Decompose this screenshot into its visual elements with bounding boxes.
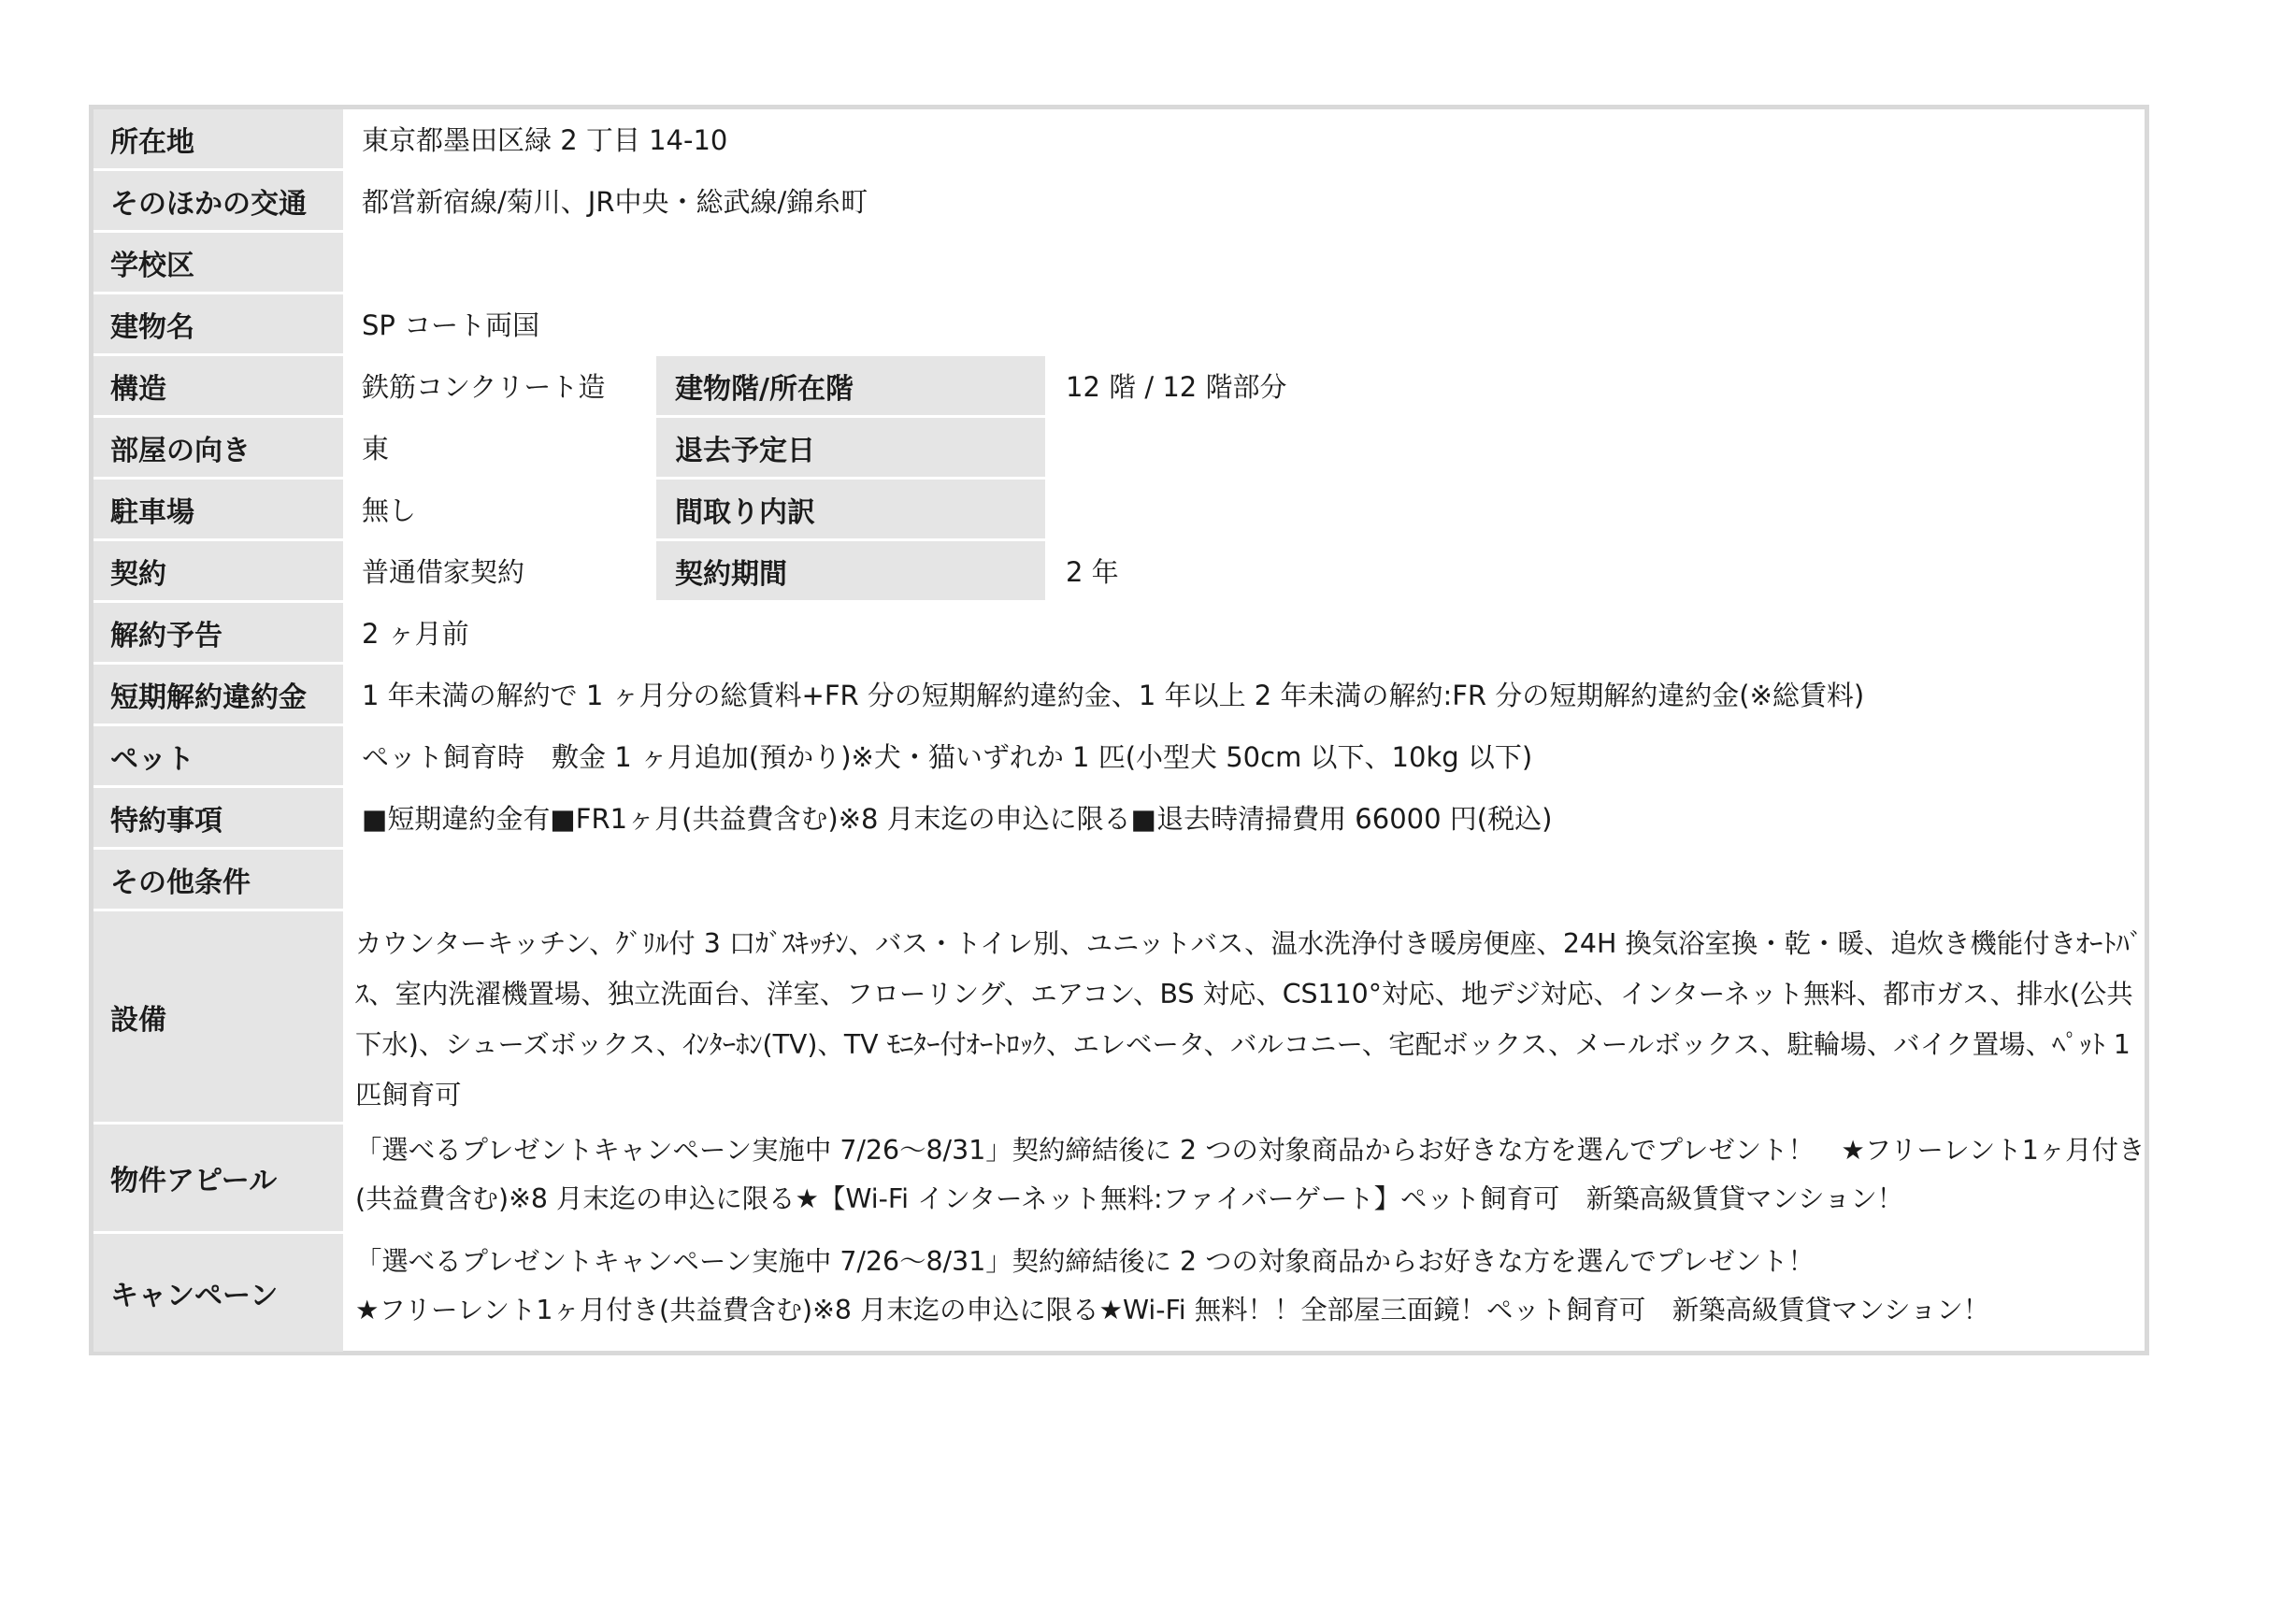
label-early-termination-fee: 短期解約違約金 [93,665,343,724]
label-other-conditions: その他条件 [93,850,343,909]
label-campaign: キャンペーン [93,1234,343,1352]
label-cancellation-notice: 解約予告 [93,603,343,662]
appeal-line: (共益費含む)※8 月末迄の申込に限る★【Wi-Fi インターネット無料:ファイバーゲート】ペット飼育可 新築高級賃貸マンション！ [355,1183,1904,1214]
value-structure: 鉄筋コンクリート造 [362,371,606,403]
value-floor-plan [1045,480,2145,538]
label-special-terms: 特約事項 [93,788,343,847]
row-special-terms [93,788,2145,847]
campaign-line: 「選べるプレゼントキャンペーン実施中 7/26～8/31」契約締結後に 2 つの対象商品からお好きな方を選んでプレゼント！ [355,1246,1815,1277]
row-campaign [93,1234,2145,1352]
row-orientation [93,418,2145,477]
value-cancellation-notice: 2 ヶ月前 [362,618,469,650]
campaign-line: ★フリーレント1ヶ月付き(共益費含む)※8 月末迄の申込に限る★Wi-Fi 無料！！全部屋三面鏡！ペット飼育可 新築高級賃貸マンション！ [355,1295,1990,1325]
value-other-transport: 都営新宿線/菊川、JR中央・総武線/錦糸町 [362,186,868,218]
equipment-line: 下水)、シューズボックス、ｲﾝﾀｰﾎﾝ(TV)、TV ﾓﾆﾀｰ付ｵｰﾄﾛｯｸ、エレベータ、バルコニー、宅配ボックス、メールボックス、駐輪場、バイク置場、ﾍﾟｯﾄ 1 [355,1029,2131,1060]
value-floors: 12 階 / 12 階部分 [1066,371,1287,403]
value-property-appeal [343,1125,2145,1231]
label-school-district: 学校区 [93,233,343,292]
value-early-termination-fee: 1 年未満の解約で 1 ヶ月分の総賃料+FR 分の短期解約違約金、1 年以上 2 年未満の解約:FR 分の短期解約違約金(※総賃料) [362,680,1865,711]
value-pet: ペット飼育時 敷金 1 ヶ月追加(預かり)※犬・猫いずれか 1 匹(小型犬 50cm 以下、10kg 以下) [362,741,1533,773]
row-building-name [93,294,2145,353]
label-contract-period: 契約期間 [656,541,1045,600]
value-move-out-date [1045,418,2145,477]
value-address: 東京都墨田区緑 2 丁目 14-10 [362,124,728,156]
row-cancellation-notice [93,603,2145,662]
value-contract: 普通借家契約 [362,556,525,588]
label-pet: ペット [93,726,343,785]
property-detail-table [89,105,2149,1355]
label-structure: 構造 [93,356,343,415]
row-structure [93,356,2145,415]
value-parking: 無し [362,494,417,526]
equipment-line: カウンターキッチン、ｸﾞﾘﾙ付 3 口ｶﾞｽｷｯﾁﾝ、バス・トイレ別、ユニットバス、温水洗浄付き暖房便座、24H 換気浴室換・乾・暖、追炊き機能付きｵｰﾄﾊﾞ [355,928,2143,959]
label-other-transport: そのほかの交通 [93,171,343,230]
value-school-district [343,233,2145,292]
row-equipment [93,911,2145,1122]
value-equipment [343,911,2145,1122]
label-address: 所在地 [93,109,343,168]
label-equipment: 設備 [93,911,343,1122]
label-parking: 駐車場 [93,480,343,538]
appeal-line: 「選べるプレゼントキャンペーン実施中 7/26～8/31」契約締結後に 2 つの対象商品からお好きな方を選んでプレゼント！ ★フリーレント1ヶ月付き [355,1135,2145,1166]
value-other-conditions [343,850,2145,909]
row-property-appeal [93,1125,2145,1231]
row-early-termination-fee [93,665,2145,724]
equipment-line: ｽ、室内洗濯機置場、独立洗面台、洋室、フローリング、エアコン、BS 対応、CS110°対応、地デジ対応、インターネット無料、都市ガス、排水(公共 [355,979,2133,1010]
row-address [93,109,2145,168]
row-other-conditions [93,850,2145,909]
label-property-appeal: 物件アピール [93,1125,343,1231]
value-campaign [343,1234,2145,1352]
value-special-terms: ■短期違約金有■FR1ヶ月(共益費含む)※8 月末迄の申込に限る■退去時清掃費用 66000 円(税込) [362,803,1553,835]
label-orientation: 部屋の向き [93,418,343,477]
row-other-transport [93,171,2145,230]
label-building-name: 建物名 [93,294,343,353]
value-orientation: 東 [362,433,390,465]
row-contract [93,541,2145,600]
label-floor-plan: 間取り内訳 [656,480,1045,538]
row-pet [93,726,2145,785]
row-parking [93,480,2145,538]
value-building-name: SP コート両国 [362,309,540,341]
label-move-out-date: 退去予定日 [656,418,1045,477]
label-floors: 建物階/所在階 [656,356,1045,415]
value-contract-period: 2 年 [1066,556,1119,588]
label-contract: 契約 [93,541,343,600]
row-school-district [93,233,2145,292]
equipment-line: 匹飼育可 [355,1080,462,1110]
